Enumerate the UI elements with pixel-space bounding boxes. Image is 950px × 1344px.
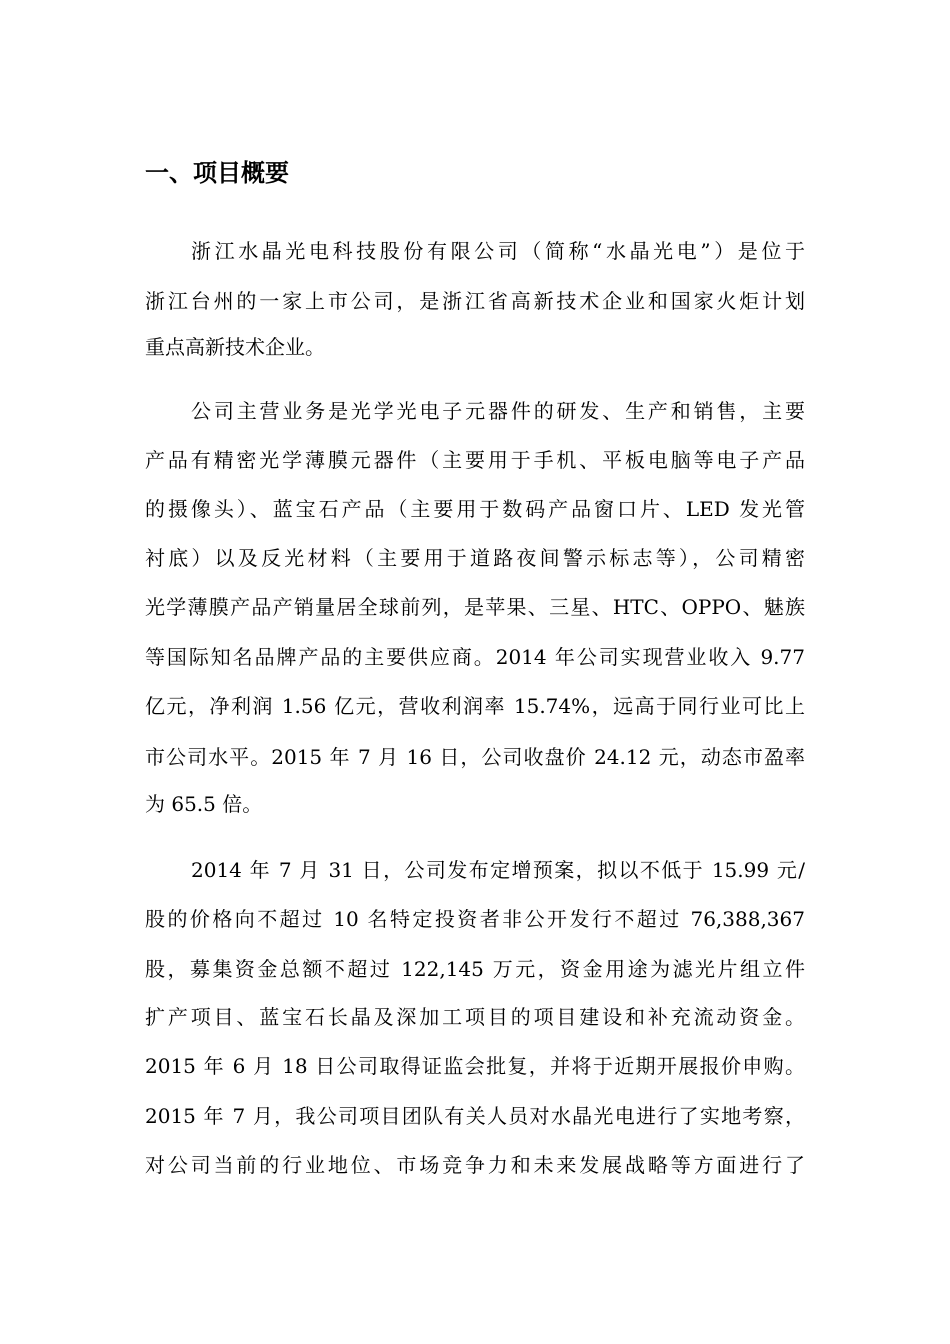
- text-line: 为 65.5 倍。: [145, 792, 263, 816]
- text-line: 对公司当前的行业地位、市场竞争力和未来发展战略等方面进行了: [145, 1153, 805, 1177]
- text-line: 光学薄膜产品产销量居全球前列，是苹果、三星、HTC、OPPO、魅族: [145, 595, 805, 619]
- text-line: 亿元，净利润 1.56 亿元，营收利润率 15.74%，远高于同行业可比上: [145, 694, 805, 718]
- text-line: 2014 年 7 月 31 日，公司发布定增预案，拟以不低于 15.99 元/: [191, 858, 805, 882]
- section-heading: 一、项目概要: [145, 159, 289, 187]
- text-line: 2015 年 6 月 18 日公司取得证监会批复，并将于近期开展报价申购。: [145, 1054, 805, 1078]
- text-line: 股的价格向不超过 10 名特定投资者非公开发行不超过 76,388,367: [145, 907, 805, 931]
- text-line: 的摄像头）、蓝宝石产品（主要用于数码产品窗口片、LED 发光管: [145, 497, 805, 521]
- text-line: 产品有精密光学薄膜元器件（主要用于手机、平板电脑等电子产品: [145, 448, 805, 472]
- text-line: 衬底）以及反光材料（主要用于道路夜间警示标志等），公司精密: [145, 546, 805, 570]
- text-line: 市公司水平。2015 年 7 月 16 日，公司收盘价 24.12 元，动态市盈率: [145, 745, 805, 769]
- text-line: 浙江水晶光电科技股份有限公司（简称“水晶光电”）是位于: [191, 239, 805, 263]
- text-line: 股，募集资金总额不超过 122,145 万元，资金用途为滤光片组立件: [145, 957, 805, 981]
- text-line: 重点高新技术企业。: [145, 335, 325, 359]
- text-line: 等国际知名品牌产品的主要供应商。2014 年公司实现营业收入 9.77: [145, 645, 805, 669]
- text-line: 扩产项目、蓝宝石长晶及深加工项目的项目建设和补充流动资金。: [145, 1005, 805, 1029]
- text-line: 2015 年 7 月，我公司项目团队有关人员对水晶光电进行了实地考察，: [145, 1104, 805, 1128]
- text-line: 浙江台州的一家上市公司，是浙江省高新技术企业和国家火炬计划: [145, 289, 805, 313]
- text-line: 公司主营业务是光学光电子元器件的研发、生产和销售，主要: [191, 399, 805, 423]
